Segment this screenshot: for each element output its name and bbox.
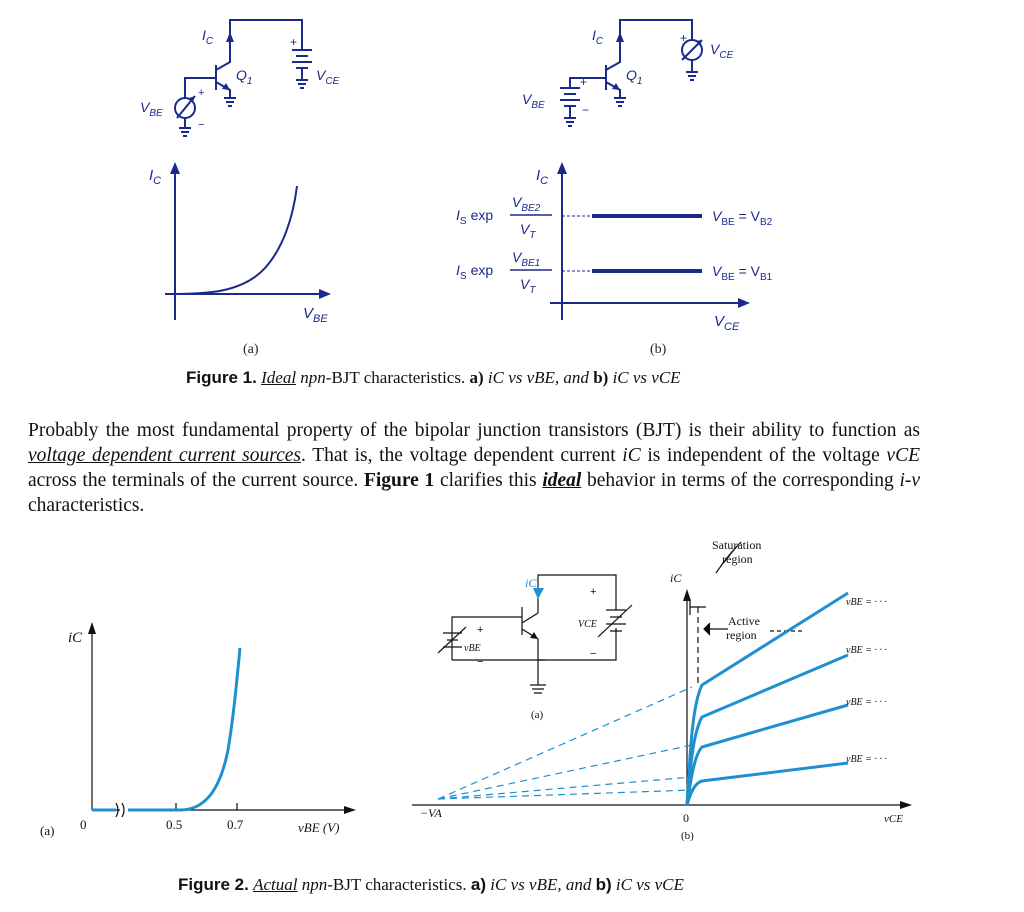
fig2b-tag: (b) xyxy=(681,830,694,842)
intro-paragraph xyxy=(28,418,920,518)
fig2a-tick-07: 0.7 xyxy=(227,817,244,832)
para-s1: Probably the most fundamental property of the bipolar junction transistors (BJT) is their ability to function as xyxy=(28,420,920,441)
level2-denominator: $V_T$ xyxy=(520,221,536,241)
fig2b-va-label: −VA xyxy=(420,806,442,820)
figure1-caption-b: b) xyxy=(593,368,609,387)
figure1-plot-a xyxy=(135,158,375,333)
fig2a-xlabel: vBE (V) xyxy=(298,820,340,835)
active-label: Active xyxy=(728,614,760,628)
inset-tag: (a) xyxy=(531,709,544,721)
circuit-a-plus2: + xyxy=(198,87,205,99)
fig2a-ylabel: iC xyxy=(68,630,83,646)
inset-minus1: − xyxy=(477,656,484,668)
fig2a-zero: 0 xyxy=(80,817,87,832)
para-vce: vCE xyxy=(886,445,920,466)
para-s11: behavior in terms of the corresponding xyxy=(581,470,900,491)
para-vdcs: voltage dependent current sources xyxy=(28,445,302,466)
figure1-tag-b: (b) xyxy=(650,342,667,357)
figure2-caption-b: b) xyxy=(595,875,612,894)
figure1-caption-npn: npn xyxy=(300,368,326,387)
para-s5: is independent of the voltage xyxy=(640,445,887,466)
para-s9: clarifies this xyxy=(434,470,543,491)
figure1-tag-a: (a) xyxy=(243,342,259,357)
line2-label: $V_{BE} = V_{B2}$ xyxy=(712,208,773,228)
level1-numerator: $V_{BE1}$ xyxy=(512,249,541,269)
circuit-b-plus2: + xyxy=(580,75,588,89)
circuit-a-vce-label: $V_{CE}$ xyxy=(316,67,340,87)
circuit-a-vbe-label: $V_{BE}$ xyxy=(140,99,163,119)
figure2-caption-prefix: Figure 2. xyxy=(178,875,249,894)
plot-b-x-label: $V_{CE}$ xyxy=(714,313,740,333)
circuit-b-vce-label: $V_{CE}$ xyxy=(710,41,734,61)
para-s3: . That is, the voltage dependent current xyxy=(301,445,623,466)
circuit-b-minus: − xyxy=(582,103,590,117)
para-iv: i-v xyxy=(899,470,921,491)
para-s13: characteristics. xyxy=(28,495,145,516)
curve-label-3: vBE = · · · xyxy=(846,697,887,708)
figure1-circuit-b xyxy=(520,10,770,145)
fig2b-zero: 0 xyxy=(683,811,689,825)
para-ic: iC xyxy=(622,445,641,466)
curve-label-2: vBE = · · · xyxy=(846,645,887,656)
level2-prefix: $I_S$ exp xyxy=(456,207,494,227)
curve-label-1: vBE = · · · xyxy=(846,597,887,608)
inset-plus2: + xyxy=(590,586,597,598)
curve-label-4: vBE = · · · xyxy=(846,754,887,765)
para-s7: across the terminals of the current source. xyxy=(28,470,364,491)
circuit-b-plus: + xyxy=(680,31,688,45)
plot-b-y-label: $I_C$ xyxy=(536,167,549,187)
figure1-caption xyxy=(186,368,681,388)
para-figure1-ref: Figure 1 xyxy=(363,470,435,491)
active-label2: region xyxy=(726,628,757,642)
fig2a-tag: (a) xyxy=(40,823,55,838)
level1-prefix: $I_S$ exp xyxy=(456,262,494,282)
figure1-caption-part-b: iC vs vCE xyxy=(608,368,681,387)
circuit-b-q-label: $Q_1$ xyxy=(626,67,643,87)
saturation-label: Saturation xyxy=(712,538,762,552)
figure1-caption-prefix: Figure 1. xyxy=(186,368,257,387)
line1-label: $V_{BE} = V_{B1}$ xyxy=(712,263,773,283)
circuit-a-minus: − xyxy=(198,119,205,131)
figure1-circuit-a xyxy=(130,10,380,145)
figure2-caption xyxy=(178,875,684,895)
figure1-plot-b xyxy=(440,158,800,338)
figure2-caption-actual: Actual xyxy=(253,875,298,894)
figure1-caption-a: a) xyxy=(469,368,484,387)
figure1-caption-ideal: Ideal xyxy=(261,368,297,387)
figure2-caption-part-b: iC vs vCE xyxy=(611,875,684,894)
level2-numerator: $V_{BE2}$ xyxy=(512,194,541,214)
figure2-caption-part-a: iC vs vBE, and xyxy=(486,875,596,894)
figure2-caption-rest: -BJT characteristics. xyxy=(327,875,471,894)
inset-vbe: vBE xyxy=(464,643,481,654)
circuit-b-ic-label: $I_C$ xyxy=(592,27,604,47)
para-ideal: ideal xyxy=(542,470,582,491)
fig2b-ylabel: iC xyxy=(670,571,682,585)
fig2b-xlabel: vCE xyxy=(884,813,903,825)
plot-a-y-label: $I_C$ xyxy=(149,167,162,187)
figure2-plot-a xyxy=(30,610,390,850)
inset-plus1: + xyxy=(477,624,484,636)
circuit-a-plus: + xyxy=(290,35,298,49)
figure1-caption-part-a: iC vs vBE, and xyxy=(483,368,594,387)
figure2-caption-a: a) xyxy=(470,875,487,894)
figure1-caption-rest: -BJT characteristics. xyxy=(325,368,470,387)
inset-ic: iC xyxy=(525,576,537,590)
circuit-a-ic-label: $I_C$ xyxy=(202,27,214,47)
inset-minus2: − xyxy=(590,648,597,660)
plot-a-x-label: $V_{BE}$ xyxy=(303,305,328,325)
fig2a-tick-05: 0.5 xyxy=(166,817,183,832)
level1-denominator: $V_T$ xyxy=(520,276,536,296)
saturation-label2: region xyxy=(722,552,753,566)
circuit-b-vbe-label: $V_{BE}$ xyxy=(522,91,545,111)
inset-vce: VCE xyxy=(578,619,597,630)
figure2-plot-b xyxy=(410,535,920,845)
figure2-caption-npn: npn xyxy=(301,875,328,894)
circuit-a-q-label: $Q_1$ xyxy=(236,67,253,87)
